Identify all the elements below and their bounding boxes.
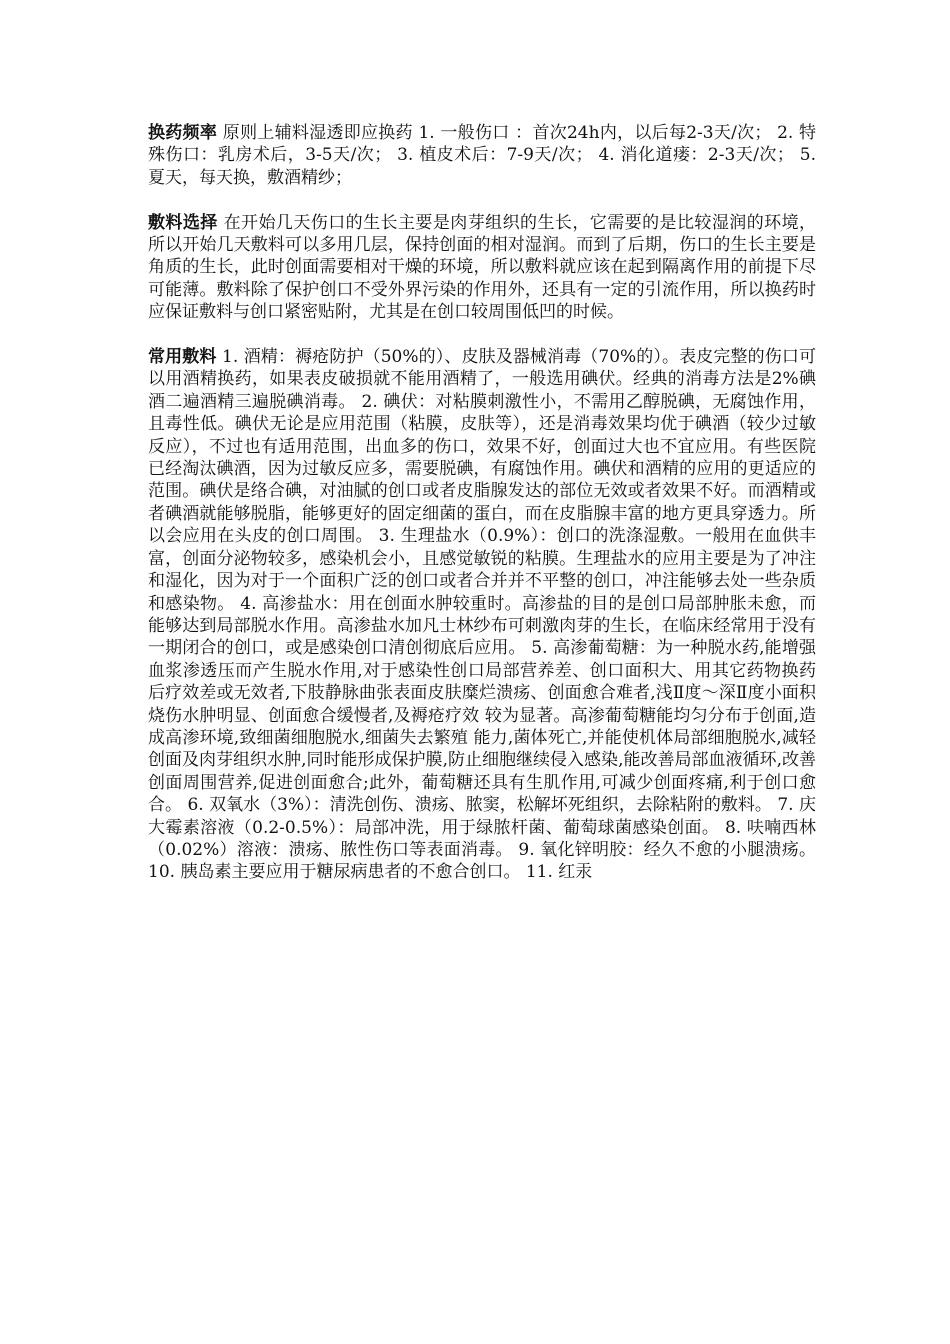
- text-common-dressings: 1. 酒精：褥疮防护（50%的）、皮肤及器械消毒（70%的）。表皮完整的伤口可以用酒精换药，如果表皮破损就不能用酒精了，一般选用碘伏。经典的消毒方法是2%碘酒二遍酒精三遍脱碘消毒。 2. 碘伏：对粘膜刺激性小，不需用乙醇脱碘，无腐蚀作用，且毒性低。碘伏无论是应用范围（粘膜，皮肤等），还是消毒效果均优于碘酒（较少过敏反应），不过也有适用范围，出血多的伤口，效果不好，创面过大也不宜应用。有些医院已经淘汰碘酒，因为过敏反应多，需要脱碘，有腐蚀作用。碘伏和酒精的应用的更适应的范围。碘伏是络合碘，对油腻的创口或者皮脂腺发达的部位无效或者效果不好。而酒精或者碘酒就能够脱脂，能够更好的固定细菌的蛋白，而在皮脂腺丰富的地方更具穿透力。所以会应用在头皮的创口周围。 3. 生理盐水（0.9%）：创口的洗涤湿敷。一般用在血供丰富，创面分泌物较多，感染机会小，且感觉敏锐的粘膜。生理盐水的应用主要是为了冲注和湿化，因为对于一个面积广泛的创口或者合并并不平整的创口，冲注能够去处一些杂质和感染物。 4. 高渗盐水：用在创面水肿较重时。高渗盐的目的是创口局部肿胀未愈，而能够达到局部脱水作用。高渗盐水加凡士林纱布可刺激肉芽的生长，在临床经常用于没有一期闭合的创口，或是感染创口清创彻底后应用。 5. 高渗葡萄糖：为一种脱水药,能增强血浆渗透压而产生脱水作用,对于感染性创口局部营养差、创口面积大、用其它药物换药后疗效差或无效者,下肢静脉曲张表面皮肤糜烂溃疡、创面愈合难者,浅Ⅱ度～深Ⅱ度小面积烧伤水肿明显、创面愈合缓慢者,及褥疮疗效 较为显著。高渗葡萄糖能均匀分布于创面,造成高渗环境,致细菌细胞脱水,细菌失去繁殖 能力,菌体死亡,并能使机体局部细胞脱水,减轻创面及肉芽组织水肿,同时能形成保护膜,防止细胞继续侵入感染,能改善局部血液循环,改善创面周围营养,促进创面愈合;此外，葡萄糖还具有生肌作用,可减少创面疼痛,利于创口愈合。 6. 双氧水（3%）：清洗创伤、溃疡、脓窦，松解坏死组织，去除粘附的敷料。 7. 庆大霉素溶液（0.2-0.5%）：局部冲洗，用于绿脓杆菌、葡萄球菌感染创面。 8. 呋喃西林（0.02%）溶液：溃疡、脓性伤口等表面消毒。 9. 氧化锌明胶：经久不愈的小腿溃疡。 10. 胰岛素主要应用于糖尿病患者的不愈合创口。 11. 红汞: [148, 347, 816, 883]
- paragraph-dressing-selection: [148, 212, 816, 324]
- heading-dressing-frequency: 换药频率: [148, 123, 218, 143]
- document-body: [148, 122, 816, 906]
- paragraph-dressing-frequency: [148, 122, 816, 189]
- paragraph-common-dressings: [148, 346, 816, 884]
- heading-common-dressings: 常用敷料: [148, 347, 217, 368]
- text-dressing-frequency: 原则上辅料湿透即应换药 1. 一般伤口 ：首次24h内，以后每2-3天/次； 2. 特殊伤口：乳房术后，3-5天/次； 3. 植皮术后：7-9天/次； 4. 消化道瘘：2-3天/次； 5. 夏天，每天换，敷酒精纱；: [148, 123, 817, 188]
- heading-dressing-selection: 敷料选择: [148, 212, 218, 233]
- text-dressing-selection: 在开始几天伤口的生长主要是肉芽组织的生长，它需要的是比较湿润的环境，所以开始几天敷料可以多用几层，保持创面的相对湿润。而到了后期，伤口的生长主要是角质的生长，此时创面需要相对干燥的环境，所以敷料就应该在起到隔离作用的前提下尽可能薄。敷料除了保护创口不受外界污染的作用外，还具有一定的引流作用，所以换药时应保证敷料与创口紧密贴附，尤其是在创口较周围低凹的时候。: [148, 212, 816, 323]
